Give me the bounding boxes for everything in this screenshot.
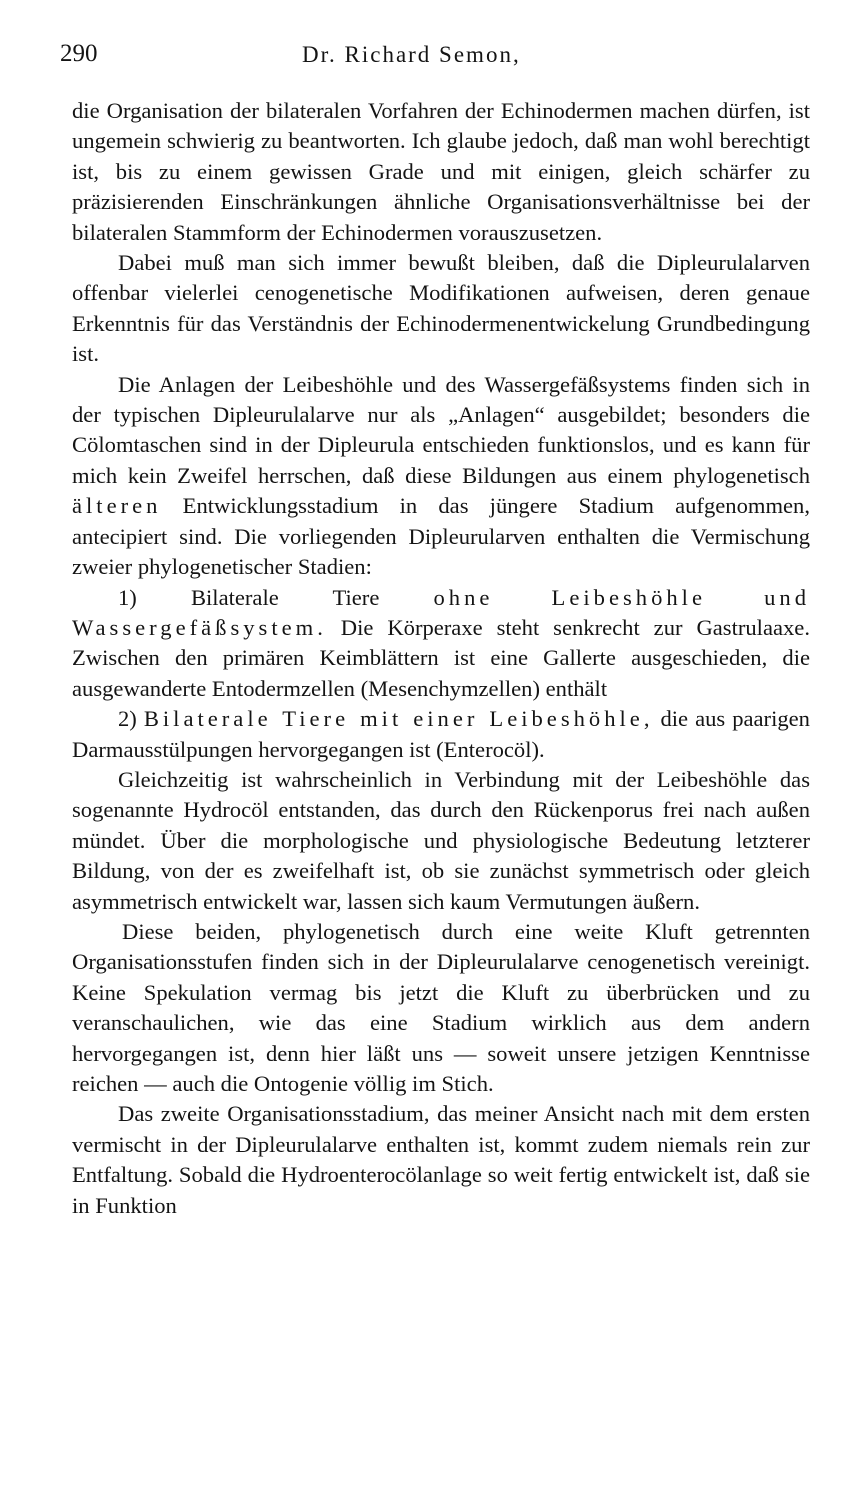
page-number: 290 xyxy=(60,40,98,67)
list-item-1 xyxy=(72,583,810,705)
list-item-2 xyxy=(72,704,810,765)
running-head: Dr. Richard Semon, xyxy=(302,42,521,67)
emphasis-mit-leibeshoehle: Bilaterale Tiere mit einer Leibeshöhle, xyxy=(143,706,654,732)
list-item-1-text: Die Körperaxe steht senkrecht zur Gastrulaaxe. Zwischen den primären Keimblättern ist eine Gallerte ausgeschieden, die ausgewanderte Entodermzellen (Mesenchymzellen) enthält xyxy=(72,614,810,701)
emphasis-aelteren: älteren xyxy=(72,493,162,519)
paragraph-4: Gleichzeitig ist wahrscheinlich in Verbindung mit der Leibeshöhle das sogenannte Hydrocöl entstanden, das durch den Rückenporus frei nach außen mündet. Über die morphologische und physiologische Bedeutung letzterer Bildung, von der es zweifelhaft ist, ob sie zunächst symmetrisch oder gleich asymmetrisch entwickelt war, lassen sich kaum Vermutungen äußern. xyxy=(72,766,810,914)
paragraph-5: Diese beiden, phylogenetisch durch eine weite Kluft getrennten Organisationsstufen finden sich in der Dipleurulalarve cenogenetisch vereinigt. Keine Spekulation vermag bis jetzt die Kluft zu überbrücken und zu veranschaulichen, wie das eine Stadium wirklich aus dem andern hervorgegangen ist, denn hier läßt uns — soweit unsere jetzigen Kenntnisse reichen — auch die Ontogenie völlig im Stich. xyxy=(72,918,810,1096)
emphasis-ohne-leibeshoehle: ohne Leibeshöhle und Wassergefäßsystem. xyxy=(72,584,810,640)
list-item-2-number: 2) xyxy=(118,706,144,732)
paragraph-1: die Organisation der bilateralen Vorfahren der Echinodermen machen dürfen, ist ungemein schwierig zu beantworten. Ich glaube jedoch, daß man wohl berechtigt ist, bis zu einem gewissen Grade und mit einigen, gleich schärfer zu präzisierenden Einschränkungen ähnliche Organisationsverhältnisse bei der bilateralen Stammform der Echinodermen vorauszusetzen. xyxy=(72,98,810,245)
list-item-2-text: die aus paarigen Darmausstülpungen hervorgegangen ist (Enterocöl). xyxy=(72,706,810,762)
paragraph-3-text-b: Entwicklungsstadium in das jüngere Stadium aufgenommen, antecipiert sind. Die vorliegenden Dipleurularven enthalten die Vermischung zweier phylogenetischer Stadien: xyxy=(72,493,810,580)
body-text xyxy=(72,96,810,1221)
paragraph-2: Dabei muß man sich immer bewußt bleiben, daß die Dipleurulalarven offenbar vielerlei cenogenetische Modifikationen aufweisen, deren genaue Erkenntnis für das Verständnis der Echinodermenentwickelung Grundbedingung ist. xyxy=(72,250,810,367)
paragraph-3-text-a: Die Anlagen der Leibeshöhle und des Wassergefäßsystems finden sich in der typischen Dipleurulalarve nur als „Anlagen“ ausgebildet; besonders die Cölomtaschen sind in der Dipleurula entschieden funktionslos, und es kann für mich kein Zweifel herrschen, daß diese Bildungen aus einem phylogenetisch xyxy=(72,371,810,488)
paragraph-3 xyxy=(72,370,810,583)
page-header xyxy=(60,36,810,76)
list-item-1-number: 1) Bilaterale Tiere xyxy=(118,584,434,610)
book-page xyxy=(60,36,810,1221)
paragraph-6: Das zweite Organisationsstadium, das meiner Ansicht nach mit dem ersten vermischt in der Dipleurulalarve enthalten ist, kommt zudem niemals rein zur Entfaltung. Sobald die Hydroenterocölanlage so weit fertig entwickelt ist, daß sie in Funktion xyxy=(72,1101,810,1218)
